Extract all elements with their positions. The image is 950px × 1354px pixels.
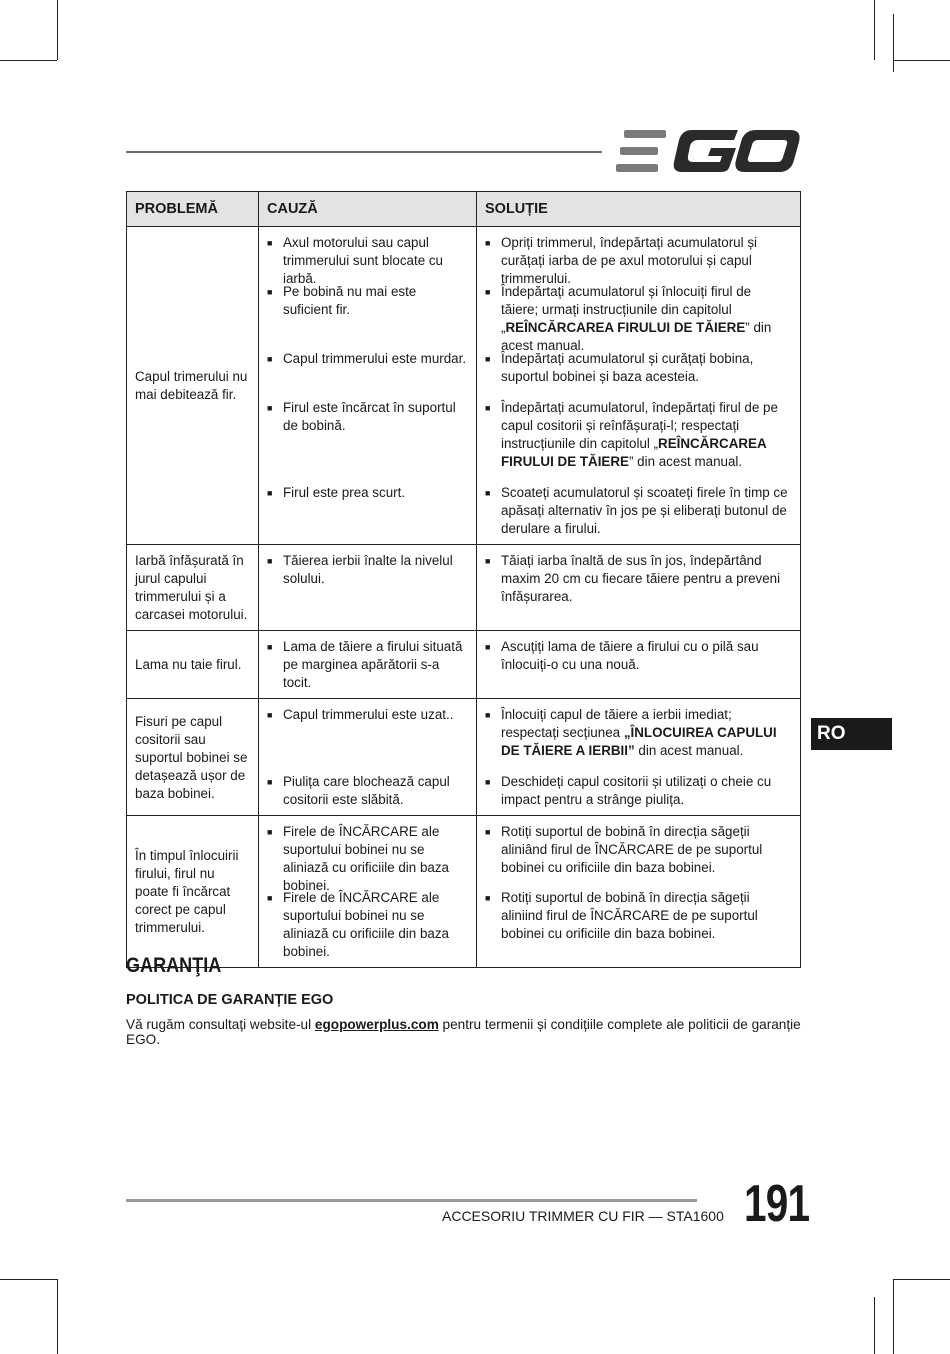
- bullet-icon: ■: [267, 354, 273, 364]
- crop-mark: [0, 1279, 57, 1280]
- cause-cell: [259, 699, 477, 816]
- solution-cell: [477, 699, 801, 816]
- solution-text: Tăiați iarba înaltă de sus în jos, îndepărtând maxim 20 cm cu fiecare tăiere pentru a preveni înfășurarea.: [501, 553, 781, 604]
- header-solution: SOLUȚIE: [477, 192, 801, 227]
- crop-mark: [57, 0, 58, 60]
- crop-mark: [874, 0, 875, 60]
- bullet-icon: ■: [267, 893, 273, 903]
- bullet-icon: ■: [267, 827, 273, 837]
- cause-text: Capul trimmerului este uzat..: [283, 707, 454, 722]
- solution-text: Deschideți capul cositorii și utilizați o cheie cu impact pentru a strânge piulița.: [501, 774, 772, 807]
- bullet-icon: ■: [485, 403, 491, 413]
- cause-cell: [259, 545, 477, 631]
- bullet-icon: ■: [267, 238, 273, 248]
- solution-text: Opriți trimmerul, îndepărtați acumulatorul și curățați iarba de pe axul motorului și capul trimmerului.: [501, 235, 757, 286]
- cause-text: Piulița care blochează capul cositorii este slăbită.: [283, 774, 450, 807]
- bullet-icon: ■: [485, 710, 491, 720]
- crop-mark: [57, 1279, 58, 1354]
- cause-text: Firele de ÎNCĂRCARE ale suportului bobinei nu se aliniază cu orificiile din baza bobinei.: [283, 824, 449, 893]
- ego-logo: [616, 128, 800, 174]
- header-rule: [126, 151, 602, 153]
- crop-mark: [893, 14, 894, 72]
- footer-text: ACCESORIU TRIMMER CU FIR — STA1600: [442, 1208, 724, 1224]
- bullet-icon: ■: [485, 642, 491, 652]
- bullet-icon: ■: [485, 238, 491, 248]
- warranty-link[interactable]: egopowerplus.com: [314, 1017, 439, 1032]
- cause-text: Firul este încărcat în suportul de bobină.: [283, 400, 456, 433]
- solution-text: Îndepărtați acumulatorul și curățați bobina, suportul bobinei și baza acesteia.: [501, 351, 754, 384]
- cause-text: Firele de ÎNCĂRCARE ale suportului bobinei nu se aliniază cu orificiile din baza bobinei.: [283, 890, 449, 959]
- troubleshooting-table: [126, 191, 801, 968]
- solution-text: Ascuțiți lama de tăiere a firului cu o pilă sau înlocuiți-o cu una nouă.: [501, 639, 759, 672]
- problem-cell: Fisuri pe capul cositorii sau suportul bobinei se detașează ușor de baza bobinei.: [127, 699, 259, 816]
- crop-mark: [874, 1297, 875, 1354]
- table-row: [127, 699, 801, 816]
- bullet-icon: ■: [267, 287, 273, 297]
- cause-text: Pe bobină nu mai este suficient fir.: [283, 284, 417, 317]
- cause-text: Tăierea ierbii înalte la nivelul solului.: [283, 553, 453, 586]
- crop-mark: [893, 1279, 894, 1354]
- page-number: 191: [744, 1175, 810, 1233]
- header-cause: CAUZĂ: [259, 192, 477, 227]
- cause-cell: [259, 227, 477, 545]
- crop-mark: [893, 1279, 950, 1280]
- solution-text: Rotiți suportul de bobină în direcția săgeții aliniând firul de ÎNCĂRCARE de pe suportul bobinei cu orificiile din baza bobinei.: [501, 824, 763, 875]
- bullet-icon: ■: [267, 710, 273, 720]
- bullet-icon: ■: [485, 777, 491, 787]
- solution-text: Înlocuiți capul de tăiere a ierbii imediat; respectați secțiunea „ÎNLOCUIREA CAPULUI DE TĂIERE A IERBII” din acest manual.: [501, 707, 777, 758]
- solution-text: Rotiți suportul de bobină în direcția săgeții aliniind firul de ÎNCĂRCARE de pe suportul bobinei cu orificiile din baza bobinei.: [501, 890, 758, 941]
- table-row: [127, 816, 801, 968]
- bullet-icon: ■: [267, 403, 273, 413]
- bullet-icon: ■: [267, 777, 273, 787]
- cause-text: Lama de tăiere a firului situată pe marginea apărătorii s-a tocit.: [283, 639, 463, 690]
- section-subtitle: POLITICA DE GARANȚIE EGO: [126, 992, 334, 1008]
- problem-cell: Lama nu taie firul.: [127, 631, 259, 699]
- bullet-icon: ■: [485, 893, 491, 903]
- bullet-icon: ■: [267, 556, 273, 566]
- bullet-icon: ■: [485, 556, 491, 566]
- crop-mark: [0, 60, 57, 61]
- cause-text: Firul este prea scurt.: [283, 485, 406, 500]
- footer-rule: [126, 1199, 697, 1202]
- solution-cell: [477, 545, 801, 631]
- solution-text: Îndepărtați acumulatorul, îndepărtați firul de pe capul cositorii și reînfășurați-l; respectați instrucțiunile din capitolul „REÎNCĂRCAREA FIRULUI DE TĂIERE” din acest manual.: [501, 400, 778, 469]
- problem-cell: Iarbă înfășurată în jurul capului trimmerului și a carcasei motorului.: [127, 545, 259, 631]
- problem-cell: Capul trimerului nu mai debitează fir.: [127, 227, 259, 545]
- cause-text: Capul trimmerului este murdar.: [283, 351, 467, 366]
- bullet-icon: ■: [267, 642, 273, 652]
- section-title: GARANŢIA: [126, 954, 222, 977]
- cause-cell: [259, 816, 477, 968]
- problem-cell: În timpul înlocuirii firului, firul nu poate fi încărcat corect pe capul trimmerului.: [127, 816, 259, 968]
- solution-cell: [477, 227, 801, 545]
- bullet-icon: ■: [485, 354, 491, 364]
- table-row: [127, 631, 801, 699]
- cause-cell: [259, 631, 477, 699]
- solution-cell: [477, 631, 801, 699]
- warranty-paragraph: Vă rugăm consultați website-ul egopowerplus.com pentru termenii și condițiile complete ale politicii de garanție EGO.: [126, 1017, 801, 1047]
- header-problem: PROBLEMĂ: [127, 192, 259, 227]
- solution-text: Scoateți acumulatorul și scoateți firele în timp ce apăsați alternativ în jos pe și eliberați butonul de derulare a firului.: [501, 485, 788, 536]
- table-row: [127, 227, 801, 545]
- bullet-icon: ■: [267, 488, 273, 498]
- cause-text: Axul motorului sau capul trimmerului sunt blocate cu iarbă.: [283, 235, 444, 286]
- solution-cell: [477, 816, 801, 968]
- crop-mark: [893, 60, 950, 61]
- bullet-icon: ■: [485, 287, 491, 297]
- solution-text: Îndepărtați acumulatorul și înlocuiți firul de tăiere; urmați instrucțiunile din capitolul „REÎNCĂRCAREA FIRULUI DE TĂIERE” din acest manual.: [501, 284, 772, 353]
- bullet-icon: ■: [485, 827, 491, 837]
- bullet-icon: ■: [485, 488, 491, 498]
- table-row: [127, 545, 801, 631]
- language-tab: RO: [811, 718, 892, 750]
- table-header-row: [127, 192, 801, 227]
